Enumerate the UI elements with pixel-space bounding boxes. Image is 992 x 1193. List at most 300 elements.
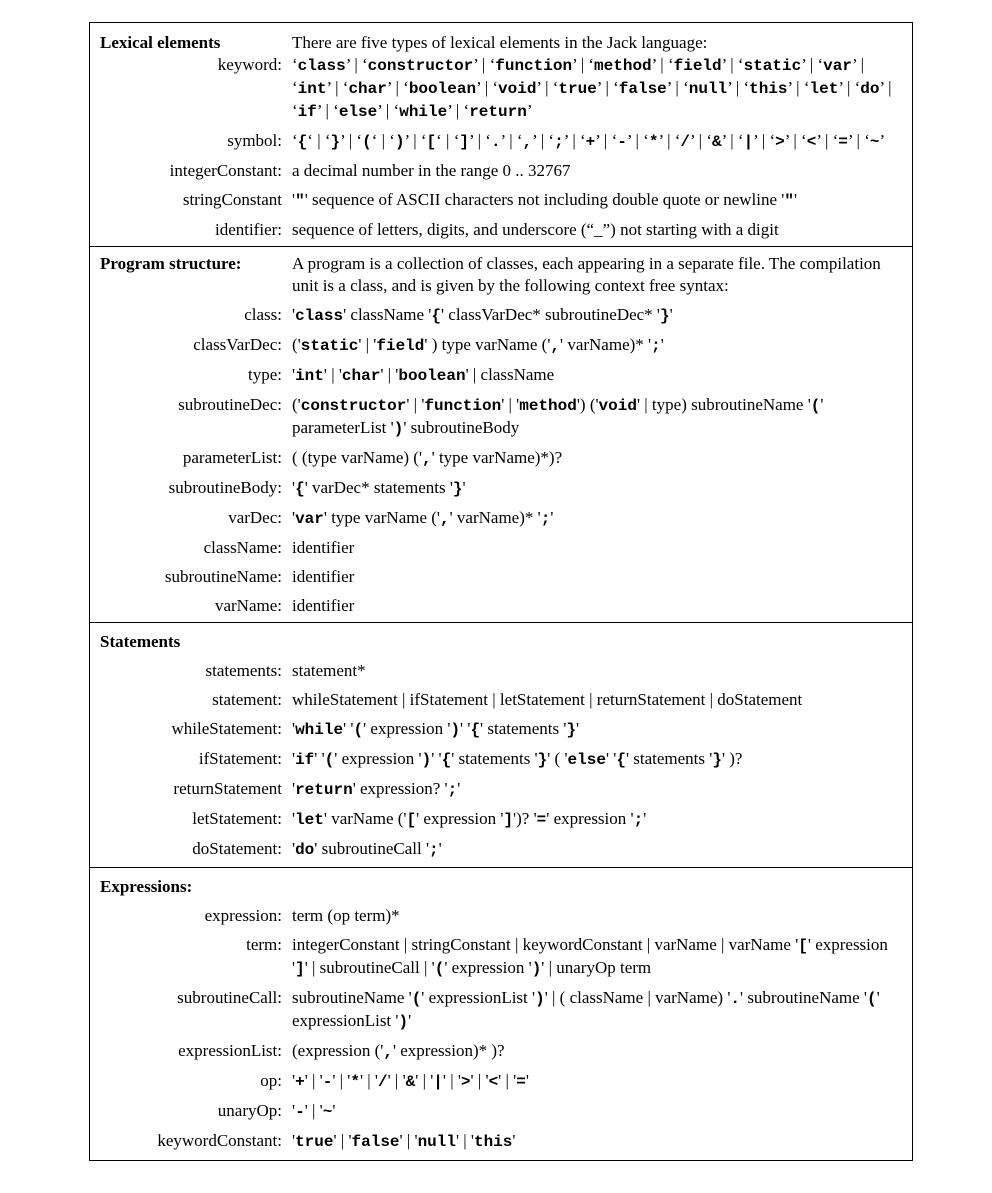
rule-text: ’ | ‘ bbox=[476, 78, 499, 97]
terminal-token: return bbox=[469, 103, 527, 121]
rule-text: ' bbox=[292, 478, 296, 497]
section-intro: A program is a collection of classes, each appearing in a separate file. The compilation unit is a class, and is given by the following context free syntax: bbox=[292, 254, 881, 295]
rule-text: ’ | ‘ bbox=[721, 131, 744, 150]
rule-text: ' varName)* ' bbox=[560, 335, 652, 354]
terminal-token: int bbox=[297, 80, 327, 98]
terminal-token: [ bbox=[406, 811, 417, 829]
terminal-token: false bbox=[618, 80, 667, 98]
rule-definition bbox=[292, 987, 912, 1033]
rule-definition bbox=[292, 394, 912, 440]
rule-text: ’ | ‘ bbox=[626, 131, 649, 150]
rule-name: varName: bbox=[214, 596, 282, 615]
rule-text: ' | ' bbox=[359, 1071, 378, 1090]
rule-text: ' | ' bbox=[304, 1071, 323, 1090]
rule-text: ( (type varName) (' bbox=[292, 448, 423, 467]
rule-text: ' | subroutineCall | ' bbox=[304, 958, 435, 977]
rule-name: className: bbox=[203, 538, 282, 557]
grammar-rule bbox=[90, 934, 912, 980]
rule-text: ' | ' bbox=[498, 1071, 517, 1090]
rule-definition bbox=[292, 1130, 912, 1153]
terminal-token: / bbox=[378, 1073, 388, 1091]
rule-text: ' className ' bbox=[343, 305, 432, 324]
terminal-token: boolean bbox=[408, 80, 477, 98]
rule-text: ’ | ‘ bbox=[651, 55, 674, 74]
terminal-token: ~ bbox=[869, 133, 880, 151]
grammar-rule bbox=[90, 54, 912, 123]
rule-text: identifier bbox=[292, 567, 355, 586]
rule-text: ' bbox=[438, 839, 442, 858]
terminal-token: * bbox=[350, 1073, 360, 1091]
rule-definition bbox=[292, 838, 912, 861]
terminal-token: " bbox=[295, 192, 305, 210]
terminal-token: + bbox=[585, 133, 596, 151]
rule-text: ' bbox=[793, 190, 798, 209]
rule-text: ’ | ‘ bbox=[784, 131, 807, 150]
terminal-token: void bbox=[598, 397, 637, 415]
rule-text: ' sequence of ASCII characters not including double quote or newline ' bbox=[304, 190, 785, 209]
rule-text: ' subroutineCall ' bbox=[314, 839, 430, 858]
terminal-token: + bbox=[295, 1073, 305, 1091]
rule-text: ’ | ‘ bbox=[386, 78, 409, 97]
rule-definition bbox=[292, 537, 912, 559]
terminal-token: { bbox=[616, 751, 626, 769]
terminal-token: static bbox=[300, 337, 359, 355]
rule-text: ’ | ‘ bbox=[787, 78, 810, 97]
rule-text: ’ | ‘ bbox=[753, 131, 776, 150]
terminal-token: class bbox=[295, 307, 344, 325]
rule-text: ’ | ‘ bbox=[666, 78, 689, 97]
rule-text: ' bbox=[660, 335, 664, 354]
rule-text: ’ bbox=[879, 131, 886, 150]
rule-text: a decimal number in the range 0 .. 32767 bbox=[292, 161, 571, 180]
rule-name: keyword: bbox=[217, 55, 282, 74]
terminal-token: else bbox=[338, 103, 378, 121]
section-header-row bbox=[90, 876, 912, 898]
grammar-rule bbox=[90, 334, 912, 357]
rule-text: ’ | ‘ bbox=[292, 78, 892, 120]
terminal-token: ~ bbox=[322, 1103, 333, 1121]
rule-text: ’ | ‘ bbox=[727, 78, 750, 97]
rule-text: ' subroutineBody bbox=[403, 418, 520, 437]
rule-text: ' type varName)*)? bbox=[431, 448, 563, 467]
terminal-token: ( bbox=[353, 721, 364, 739]
terminal-token: function bbox=[424, 397, 502, 415]
terminal-token: - bbox=[295, 1103, 305, 1121]
rule-definition bbox=[292, 304, 912, 327]
rule-text: ' statements ' bbox=[451, 749, 538, 768]
rule-name: subroutineBody: bbox=[168, 478, 282, 497]
rule-text: ' ' bbox=[460, 719, 471, 738]
grammar-rule bbox=[90, 1100, 912, 1123]
rule-text: sequence of letters, digits, and underscore (“_”) not starting with a digit bbox=[292, 220, 779, 239]
section-header-row bbox=[90, 32, 912, 54]
rule-text: ' bbox=[462, 478, 466, 497]
terminal-token: = bbox=[536, 811, 547, 829]
rule-definition bbox=[292, 364, 912, 387]
rule-text: ' ' bbox=[314, 749, 325, 768]
terminal-token: ] bbox=[295, 960, 305, 978]
terminal-token: ( bbox=[362, 133, 372, 151]
terminal-token: null bbox=[417, 1133, 456, 1151]
terminal-token: = bbox=[838, 133, 848, 151]
terminal-token: null bbox=[688, 80, 728, 98]
rule-text: ’ | ‘ bbox=[572, 55, 595, 74]
rule-text: ' bbox=[292, 839, 296, 858]
rule-text: ' bbox=[292, 508, 296, 527]
rule-text: ' ' bbox=[431, 749, 442, 768]
terminal-token: / bbox=[680, 133, 691, 151]
rule-name: integerConstant: bbox=[169, 161, 282, 180]
terminal-token: constructor bbox=[367, 57, 474, 75]
rule-name: statements: bbox=[205, 661, 282, 680]
grammar-section bbox=[90, 622, 912, 867]
terminal-token: } bbox=[660, 307, 670, 325]
terminal-token: if bbox=[297, 103, 317, 121]
rule-definition bbox=[292, 595, 912, 617]
section-header-row bbox=[90, 253, 912, 297]
rule-text: ' bbox=[292, 749, 296, 768]
rule-text: ' expression ' bbox=[546, 809, 634, 828]
rule-text: ' bbox=[643, 809, 647, 828]
rule-text: ’ | ‘ bbox=[468, 131, 491, 150]
terminal-token: , bbox=[440, 510, 450, 528]
rule-text: ’ bbox=[526, 101, 533, 120]
terminal-token: ) bbox=[394, 133, 405, 151]
rule-text: ’ | ‘ bbox=[500, 131, 523, 150]
terminal-token: ) bbox=[450, 721, 461, 739]
terminal-token: var bbox=[295, 510, 324, 528]
terminal-token: | bbox=[743, 133, 754, 151]
grammar-rule bbox=[90, 394, 912, 440]
rule-definition bbox=[292, 130, 912, 153]
grammar-rule bbox=[90, 130, 912, 153]
terminal-token: ; bbox=[633, 811, 644, 829]
rule-text: ' bbox=[292, 1071, 296, 1090]
terminal-token: , bbox=[383, 1043, 393, 1061]
rule-definition bbox=[292, 718, 912, 741]
rule-text: ' ' bbox=[343, 719, 354, 738]
rule-text: ‘ | ‘ bbox=[307, 131, 331, 150]
terminal-token: ) bbox=[421, 751, 432, 769]
terminal-token: this bbox=[474, 1133, 513, 1151]
rule-name: keywordConstant: bbox=[157, 1131, 282, 1150]
terminal-token: } bbox=[566, 721, 577, 739]
rule-text: ' | type) subroutineName ' bbox=[636, 395, 811, 414]
rule-text: ' bbox=[292, 719, 296, 738]
rule-text: ' type varName (' bbox=[323, 508, 440, 527]
rule-text: ' ) type varName (' bbox=[424, 335, 551, 354]
rule-text: ’ | ‘ bbox=[404, 131, 427, 150]
rule-text: ' | ' bbox=[415, 1071, 434, 1090]
rule-text: ' bbox=[292, 190, 296, 209]
rule-text: ' )? bbox=[721, 749, 743, 768]
rule-name: symbol: bbox=[227, 131, 282, 150]
rule-text: ' bbox=[576, 719, 580, 738]
rule-definition bbox=[292, 748, 912, 771]
rule-text: ’ | ‘ bbox=[658, 131, 681, 150]
rule-text: ' bbox=[292, 809, 296, 828]
rule-text: ’ | ‘ bbox=[721, 55, 744, 74]
terminal-token: < bbox=[488, 1073, 499, 1091]
rule-text: ' expression)* )? bbox=[392, 1041, 505, 1060]
rule-text: term (op term)* bbox=[292, 906, 400, 925]
terminal-token: ) bbox=[531, 960, 542, 978]
rule-text: ' ' bbox=[605, 749, 617, 768]
rule-name: returnStatement bbox=[173, 779, 282, 798]
terminal-token: < bbox=[806, 133, 817, 151]
rule-text: ’ | ‘ bbox=[340, 131, 363, 150]
rule-text: ' statements ' bbox=[625, 749, 713, 768]
rule-definition bbox=[292, 934, 912, 980]
rule-text: ' | className bbox=[465, 365, 555, 384]
grammar-rule bbox=[90, 160, 912, 182]
terminal-token: return bbox=[295, 781, 353, 799]
terminal-token: ( bbox=[810, 397, 821, 415]
rule-definition bbox=[292, 447, 912, 470]
rule-text: ' varDec* statements ' bbox=[304, 478, 453, 497]
terminal-token: " bbox=[784, 192, 794, 210]
terminal-token: } bbox=[330, 133, 341, 151]
terminal-token: this bbox=[749, 80, 788, 98]
rule-text: whileStatement | ifStatement | letStatement | returnStatement | doStatement bbox=[292, 690, 803, 709]
rule-text: (expression (' bbox=[292, 1041, 384, 1060]
rule-text: ' bbox=[550, 508, 554, 527]
rule-name: stringConstant bbox=[182, 190, 282, 209]
rule-text: ’ | ‘ bbox=[596, 78, 619, 97]
terminal-token: while bbox=[399, 103, 448, 121]
terminal-token: | bbox=[433, 1073, 443, 1091]
rule-text: (' bbox=[292, 395, 301, 414]
rule-text: ' | ' bbox=[358, 335, 377, 354]
rule-definition bbox=[292, 566, 912, 588]
rule-text: ' | ' bbox=[470, 1071, 489, 1090]
rule-text: ’ | ‘ bbox=[595, 131, 618, 150]
rule-text: ' bbox=[292, 305, 296, 324]
grammar-rule bbox=[90, 477, 912, 500]
grammar-rule bbox=[90, 987, 912, 1033]
terminal-token: * bbox=[648, 133, 659, 151]
rule-text: ' | ' bbox=[323, 365, 342, 384]
grammar-rule bbox=[90, 507, 912, 530]
rule-name: parameterList: bbox=[182, 448, 282, 467]
section-intro bbox=[292, 631, 912, 653]
grammar-rule bbox=[90, 364, 912, 387]
rule-text: ' bbox=[457, 779, 461, 798]
terminal-token: class bbox=[297, 57, 346, 75]
grammar-rule bbox=[90, 537, 912, 559]
terminal-token: let bbox=[295, 811, 324, 829]
rule-text: ')? ' bbox=[513, 809, 537, 828]
rule-name: subroutineDec: bbox=[178, 395, 282, 414]
terminal-token: > bbox=[460, 1073, 471, 1091]
rule-text: (' bbox=[292, 335, 301, 354]
terminal-token: method bbox=[519, 397, 577, 415]
rule-text: ’ | ‘ bbox=[847, 131, 870, 150]
rule-text: ' | ' bbox=[380, 365, 399, 384]
terminal-token: void bbox=[498, 80, 537, 98]
grammar-rule bbox=[90, 1040, 912, 1063]
grammar-section bbox=[90, 867, 912, 1160]
section-intro bbox=[292, 876, 912, 898]
rule-text: integerConstant | stringConstant | keywordConstant | varName | varName ' bbox=[292, 935, 799, 954]
rule-name: expressionList: bbox=[178, 1041, 282, 1060]
rule-text: ') (' bbox=[576, 395, 599, 414]
rule-definition bbox=[292, 334, 912, 357]
rule-text: ’ | ‘ bbox=[838, 78, 861, 97]
rule-name: subroutineCall: bbox=[177, 988, 282, 1007]
terminal-token: ; bbox=[447, 781, 458, 799]
terminal-token: int bbox=[295, 367, 324, 385]
terminal-token: ; bbox=[554, 133, 564, 151]
terminal-token: field bbox=[376, 337, 425, 355]
rule-text: ' | unaryOp term bbox=[541, 958, 652, 977]
rule-definition bbox=[292, 660, 912, 682]
rule-name: type: bbox=[248, 365, 282, 384]
terminal-token: { bbox=[470, 721, 481, 739]
terminal-token: & bbox=[405, 1073, 416, 1091]
rule-text: ' bbox=[525, 1071, 529, 1090]
rule-name: doStatement: bbox=[192, 839, 282, 858]
rule-definition bbox=[292, 54, 912, 123]
terminal-token: ( bbox=[867, 990, 877, 1008]
terminal-token: ; bbox=[651, 337, 661, 355]
rule-text: ' expression ' bbox=[334, 749, 422, 768]
terminal-token: = bbox=[516, 1073, 526, 1091]
rule-text: ' ( ' bbox=[547, 749, 568, 768]
rule-definition bbox=[292, 189, 912, 212]
rule-text: ' expression? ' bbox=[352, 779, 448, 798]
section-title: Statements bbox=[100, 632, 181, 651]
rule-text: ' expression ' bbox=[444, 958, 532, 977]
terminal-token: & bbox=[711, 133, 722, 151]
rule-text: ' | ' bbox=[455, 1131, 474, 1150]
terminal-token: ( bbox=[411, 990, 422, 1008]
rule-text: ' parameterList ' bbox=[292, 395, 824, 437]
rule-definition bbox=[292, 1100, 912, 1123]
terminal-token: var bbox=[823, 57, 852, 75]
terminal-token: ) bbox=[398, 1013, 409, 1031]
grammar-rule bbox=[90, 689, 912, 711]
grammar-rule bbox=[90, 660, 912, 682]
rule-text: ' | ' bbox=[442, 1071, 461, 1090]
terminal-token: do bbox=[295, 841, 315, 859]
terminal-token: constructor bbox=[300, 397, 407, 415]
terminal-token: function bbox=[495, 57, 573, 75]
rule-name: class: bbox=[244, 305, 282, 324]
rule-name: varDec: bbox=[228, 508, 282, 527]
rule-text: identifier bbox=[292, 538, 355, 557]
rule-text: ' bbox=[292, 1101, 296, 1120]
rule-text: ' | ' bbox=[399, 1131, 418, 1150]
rule-text: ’ | ‘ bbox=[563, 131, 586, 150]
terminal-token: let bbox=[809, 80, 839, 98]
rule-text: ' bbox=[669, 305, 673, 324]
rule-text: ' varName)* ' bbox=[449, 508, 541, 527]
rule-text: ' | ' bbox=[304, 1101, 323, 1120]
rule-text: ' expressionList ' bbox=[292, 988, 880, 1030]
rule-text: ' bbox=[292, 779, 296, 798]
rule-text: ' expression ' bbox=[363, 719, 451, 738]
rule-text: statement* bbox=[292, 661, 366, 680]
grammar-section bbox=[90, 246, 912, 622]
grammar-rule bbox=[90, 1130, 912, 1153]
rule-text: ’ | ‘ bbox=[292, 55, 865, 97]
rule-text: ‘ | ‘ bbox=[436, 131, 460, 150]
terminal-token: boolean bbox=[398, 367, 466, 385]
rule-text: ' bbox=[292, 1131, 296, 1150]
rule-text: ' classVarDec* subroutineDec* ' bbox=[440, 305, 660, 324]
rule-text: ’ | ‘ bbox=[473, 55, 496, 74]
rule-name: op: bbox=[260, 1071, 282, 1090]
rule-definition bbox=[292, 1070, 912, 1093]
terminal-token: [ bbox=[798, 937, 808, 955]
section-title: Expressions: bbox=[100, 877, 193, 896]
rule-text: ' | ' bbox=[406, 395, 425, 414]
terminal-token: char bbox=[348, 80, 387, 98]
rule-text: ’ | ‘ bbox=[690, 131, 712, 150]
rule-text: ' expression ' bbox=[292, 935, 888, 977]
terminal-token: ; bbox=[540, 510, 551, 528]
rule-definition bbox=[292, 778, 912, 801]
terminal-token: field bbox=[673, 57, 722, 75]
terminal-token: , bbox=[550, 337, 561, 355]
rule-definition bbox=[292, 477, 912, 500]
grammar-rule bbox=[90, 447, 912, 470]
rule-text: ' varName (' bbox=[323, 809, 407, 828]
rule-name: ifStatement: bbox=[198, 749, 282, 768]
terminal-token: ( bbox=[434, 960, 445, 978]
terminal-token: } bbox=[712, 751, 722, 769]
rule-text: ' statements ' bbox=[480, 719, 567, 738]
rule-text: ’ | ‘ bbox=[801, 55, 824, 74]
rule-text: ' | ' bbox=[333, 1131, 352, 1150]
grammar-rule bbox=[90, 748, 912, 771]
grammar-rule bbox=[90, 718, 912, 741]
grammar-rule bbox=[90, 808, 912, 831]
rule-name: whileStatement: bbox=[171, 719, 282, 738]
rule-definition bbox=[292, 1040, 912, 1063]
section-title: Lexical elements bbox=[100, 33, 221, 52]
rule-text: identifier bbox=[292, 596, 355, 615]
terminal-token: true bbox=[295, 1133, 334, 1151]
rule-definition bbox=[292, 219, 912, 241]
terminal-token: { bbox=[441, 751, 452, 769]
rule-text: ’ | ‘ bbox=[447, 101, 470, 120]
rule-text: ' expressionList ' bbox=[421, 988, 536, 1007]
rule-name: statement: bbox=[212, 690, 282, 709]
grammar-rule bbox=[90, 595, 912, 617]
rule-text: ’ | ‘ bbox=[316, 101, 339, 120]
rule-text: ' | ' bbox=[332, 1071, 351, 1090]
terminal-token: else bbox=[567, 751, 606, 769]
rule-text: ' subroutineName ' bbox=[740, 988, 867, 1007]
terminal-token: ] bbox=[503, 811, 514, 829]
terminal-token: { bbox=[431, 307, 441, 325]
grammar-rule bbox=[90, 905, 912, 927]
grammar-rule bbox=[90, 304, 912, 327]
rule-definition bbox=[292, 689, 912, 711]
terminal-token: do bbox=[860, 80, 880, 98]
rule-name: expression: bbox=[204, 906, 282, 925]
rule-text: ' bbox=[408, 1011, 412, 1030]
grammar-rule bbox=[90, 189, 912, 212]
rule-text: ' bbox=[332, 1101, 336, 1120]
rule-text: ' | ( className | varName) ' bbox=[544, 988, 731, 1007]
rule-text: ' bbox=[512, 1131, 516, 1150]
rule-name: unaryOp: bbox=[217, 1101, 282, 1120]
rule-text: ’ | ‘ bbox=[326, 78, 349, 97]
rule-text: ’ | ‘ bbox=[345, 55, 368, 74]
